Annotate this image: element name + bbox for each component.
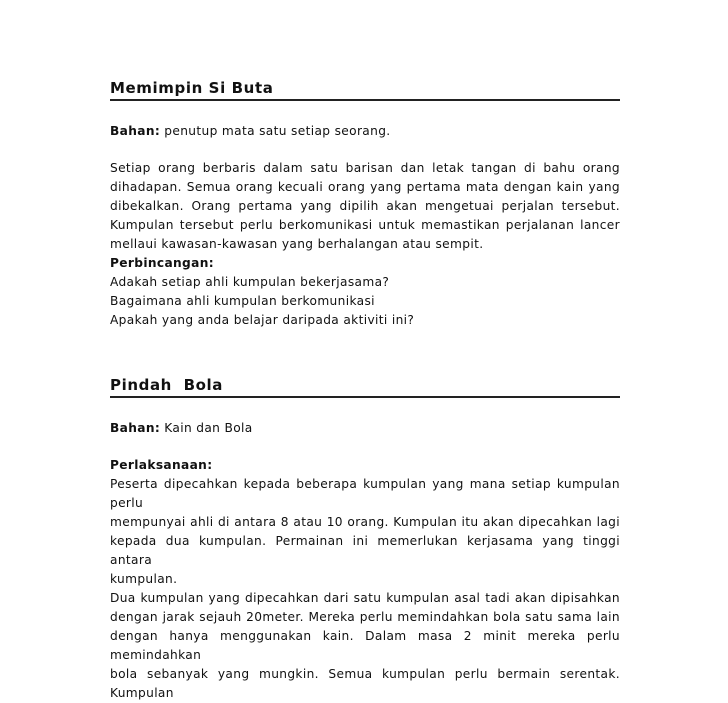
discussion-questions [110,273,620,330]
paragraph-line: kumpulan. [110,572,178,586]
materials-line [110,122,620,141]
paragraph-line: dihadapan. Semua orang kecuali orang yang pertama mata dengan kain yang [110,180,620,194]
procedure-paragraph-1 [110,475,620,589]
paragraph-line: kepada dua kumpulan. Permainan ini memerlukan kerjasama yang tinggi antara [110,534,620,567]
paragraph-line: Dua kumpulan yang dipecahkan dari satu kumpulan asal tadi akan dipisahkan [110,591,620,605]
question-item: Bagaimana ahli kumpulan berkomunikasi [110,294,375,308]
materials-text: penutup mata satu setiap seorang. [160,124,391,138]
section-pindah-bola [110,376,620,703]
discussion-label: Perbincangan: [110,256,214,270]
discussion-heading [110,254,620,273]
instructions-paragraph [110,159,620,254]
paragraph-line: dibekalkan. Orang pertama yang dipilih akan mengetuai perjalan tersebut. [110,199,620,213]
materials-label: Bahan: [110,421,161,435]
section-title: Memimpin Si Buta [110,79,620,101]
paragraph-line: Peserta dipecahkan kepada beberapa kumpulan yang mana setiap kumpulan perlu [110,477,620,510]
procedure-paragraph-2 [110,589,620,703]
section-title: Pindah Bola [110,376,620,398]
materials-line [110,419,620,438]
procedure-heading [110,456,620,475]
section-memimpin-si-buta [110,79,620,330]
paragraph-line: bola sebanyak yang mungkin. Semua kumpulan perlu bermain serentak. Kumpulan [110,667,620,700]
materials-label: Bahan: [110,124,161,138]
paragraph-line: Setiap orang berbaris dalam satu barisan dan letak tangan di bahu orang [110,161,620,175]
question-item: Adakah setiap ahli kumpulan bekerjasama? [110,275,390,289]
materials-text: Kain dan Bola [160,421,253,435]
paragraph-line: dengan hanya menggunakan kain. Dalam masa 2 minit mereka perlu memindahkan [110,629,620,662]
question-item: Apakah yang anda belajar daripada aktiviti ini? [110,313,415,327]
paragraph-line: mellaui kawasan-kawasan yang berhalangan atau sempit. [110,237,484,251]
paragraph-line: mempunyai ahli di antara 8 atau 10 orang. Kumpulan itu akan dipecahkan lagi [110,515,620,529]
paragraph-line: Kumpulan tersebut perlu berkomunikasi untuk memastikan perjalanan lancer [110,218,620,232]
paragraph-line: dengan jarak sejauh 20meter. Mereka perlu memindahkan bola satu sama lain [110,610,620,624]
procedure-label: Perlaksanaan: [110,458,213,472]
